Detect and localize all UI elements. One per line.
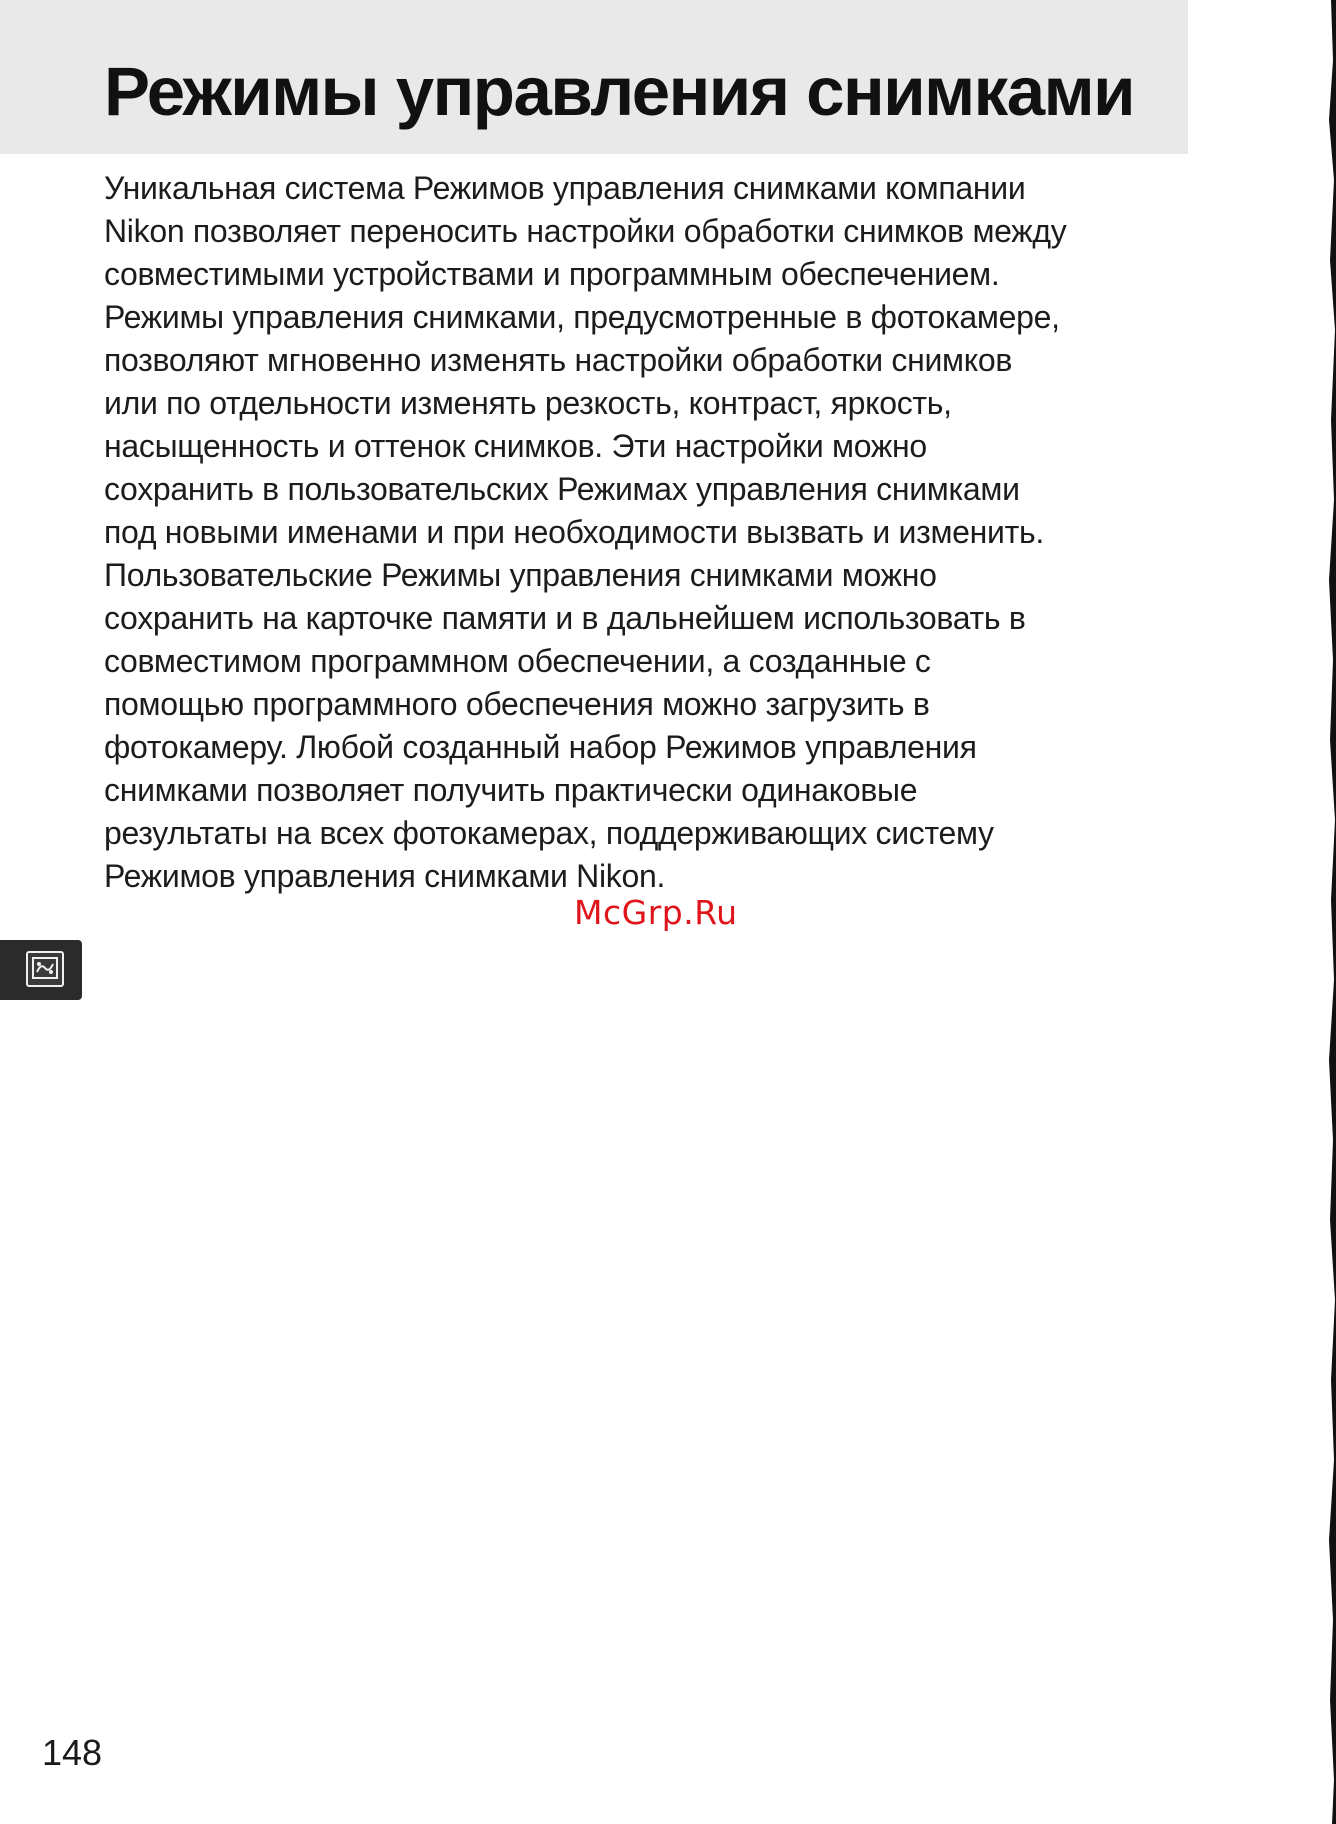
body-line: позволяют мгновенно изменять настройки обработки снимков — [104, 342, 1013, 378]
body-line: Пользовательские Режимы управления снимками можно — [104, 557, 937, 593]
body-line: результаты на всех фотокамерах, поддерживающих систему — [104, 815, 994, 851]
picture-control-icon — [26, 951, 64, 987]
body-line: Уникальная система Режимов управления снимками компании — [104, 170, 1026, 206]
body-line: или по отдельности изменять резкость, контраст, яркость, — [104, 385, 952, 421]
page-number: 148 — [42, 1732, 103, 1773]
section-tab — [0, 940, 82, 1000]
watermark-link[interactable]: McGrp.Ru — [574, 893, 738, 932]
body-line: фотокамеру. Любой созданный набор Режимов управления — [104, 729, 977, 765]
body-line: помощью программного обеспечения можно загрузить в — [104, 686, 930, 722]
body-line: под новыми именами и при необходимости вызвать и изменить. — [104, 514, 1044, 550]
body-line: насыщенность и оттенок снимков. Эти настройки можно — [104, 428, 927, 464]
body-line: совместимыми устройствами и программным обеспечением. — [104, 256, 1000, 292]
page-title: Режимы управления снимками — [104, 53, 1135, 130]
body-line: совместимом программном обеспечении, а созданные с — [104, 643, 931, 679]
body-line: снимками позволяет получить практически одинаковые — [104, 772, 918, 808]
body-line: Режимы управления снимками, предусмотренные в фотокамере, — [104, 299, 1060, 335]
body-paragraph — [104, 167, 1194, 898]
body-line: сохранить на карточке памяти и в дальнейшем использовать в — [104, 600, 1026, 636]
torn-page-edge — [1322, 0, 1336, 1824]
body-line: сохранить в пользовательских Режимах управления снимками — [104, 471, 1020, 507]
body-line: Режимов управления снимками Nikon. — [104, 858, 666, 894]
body-line: Nikon позволяет переносить настройки обработки снимков между — [104, 213, 1067, 249]
